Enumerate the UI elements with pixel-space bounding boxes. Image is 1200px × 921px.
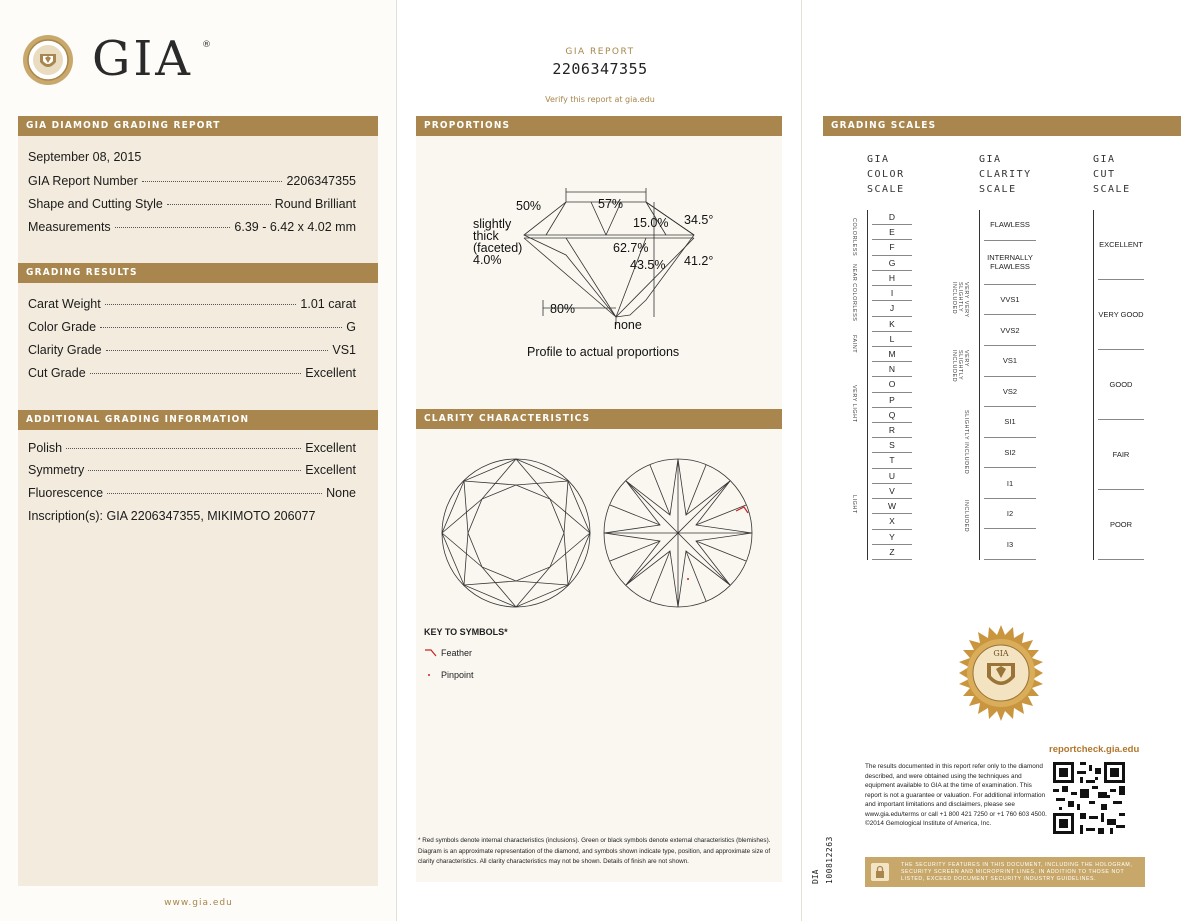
color-grade-cell: T bbox=[872, 453, 912, 468]
report-date: September 08, 2015 bbox=[28, 150, 142, 164]
prop-lower-half: 80% bbox=[550, 302, 576, 316]
color-grade-cell: I bbox=[872, 286, 912, 301]
prop-culet: none bbox=[614, 318, 642, 332]
proportions-caption: Profile to actual proportions bbox=[527, 345, 680, 359]
color-grade-cell: S bbox=[872, 438, 912, 453]
cut-grade-cell: GOOD bbox=[1098, 350, 1144, 420]
cut-grade-cell: EXCELLENT bbox=[1098, 210, 1144, 280]
crown-plot-diagram bbox=[438, 455, 594, 611]
pinpoint-icon bbox=[424, 670, 438, 680]
cut-grade-cell: POOR bbox=[1098, 490, 1144, 560]
clarity-group-si: SLIGHTLY INCLUDED bbox=[963, 410, 969, 475]
clarity-grade-cell: VS1 bbox=[984, 346, 1036, 377]
color-grade-cell: X bbox=[872, 514, 912, 529]
field-clarity: Clarity Grade VS1 bbox=[28, 343, 356, 357]
prop-total-depth: 62.7% bbox=[613, 241, 649, 255]
clarity-scale bbox=[979, 210, 1035, 560]
color-group-light: LIGHT bbox=[851, 495, 857, 514]
field-measurements: Measurements 6.39 - 6.42 x 4.02 mm bbox=[28, 220, 356, 234]
prop-pavilion-depth: 43.5% bbox=[630, 258, 666, 272]
color-grade-cell: P bbox=[872, 393, 912, 408]
pinpoint-mark-icon bbox=[687, 578, 689, 580]
color-grade-cell: H bbox=[872, 271, 912, 286]
color-grade-cell: W bbox=[872, 499, 912, 514]
additional-info-bar: ADDITIONAL GRADING INFORMATION bbox=[18, 410, 378, 430]
color-scale-head: GIA COLOR SCALE bbox=[867, 154, 905, 195]
field-symmetry: Symmetry Excellent bbox=[28, 463, 356, 477]
report-number: 2206347355 bbox=[552, 60, 648, 78]
prop-girdle-4: 4.0% bbox=[473, 253, 502, 267]
clarity-grade-cell: VVS1 bbox=[984, 285, 1036, 316]
color-grade-cell: O bbox=[872, 377, 912, 392]
clarity-grade-cell: SI2 bbox=[984, 438, 1036, 469]
prop-girdle-2: thick bbox=[473, 229, 499, 243]
field-fluorescence: Fluorescence None bbox=[28, 486, 356, 500]
feather-icon bbox=[424, 648, 438, 658]
gia-logo-text: GIA bbox=[92, 31, 193, 87]
clarity-footnote: * Red symbols denote internal characteristics (inclusions). Green or black symbols denote external characteristics (blemishes). Diagram is an approximate representation of the diamond, and symbols shown indicate type, position, and approximate size of clarity characteristics. All clarity characteristics may not be shown. Details of finish are not shown. bbox=[418, 837, 771, 865]
field-shape: Shape and Cutting Style Round Brilliant bbox=[28, 197, 356, 211]
cut-scale bbox=[1093, 210, 1143, 560]
color-group-faint: FAINT bbox=[851, 335, 857, 354]
inscription: Inscription(s): GIA 2206347355, MIKIMOTO 206077 bbox=[28, 509, 316, 523]
serial-number: 100812263 bbox=[825, 836, 834, 884]
reportcheck-link[interactable]: reportcheck.gia.edu bbox=[1049, 744, 1140, 755]
proportions-diagram bbox=[416, 140, 782, 370]
color-grade-cell: L bbox=[872, 332, 912, 347]
color-grade-cell: F bbox=[872, 240, 912, 255]
clarity-grade-cell: INTERNALLY FLAWLESS bbox=[984, 241, 1036, 285]
clarity-grade-cell: VVS2 bbox=[984, 315, 1036, 346]
color-grade-cell: R bbox=[872, 423, 912, 438]
color-grade-cell: D bbox=[872, 210, 912, 225]
prop-girdle-1: slightly bbox=[473, 217, 512, 231]
color-grade-cell: J bbox=[872, 301, 912, 316]
color-scale bbox=[867, 210, 911, 560]
cut-grade-cell: FAIR bbox=[1098, 420, 1144, 490]
clarity-group-vs: VERY SLIGHTLY INCLUDED bbox=[951, 350, 969, 383]
prop-star: 50% bbox=[516, 199, 542, 213]
website-link[interactable]: www.gia.edu bbox=[164, 898, 233, 908]
color-grade-cell: N bbox=[872, 362, 912, 377]
security-strip bbox=[865, 857, 1145, 887]
proportions-bar: PROPORTIONS bbox=[416, 116, 782, 136]
gia-gold-seal-icon bbox=[953, 625, 1049, 721]
grading-scales-bar: GRADING SCALES bbox=[823, 116, 1181, 136]
clarity-grade-cell: VS2 bbox=[984, 377, 1036, 408]
clarity-grade-cell: I1 bbox=[984, 468, 1036, 499]
clarity-scale-head: GIA CLARITY SCALE bbox=[979, 154, 1032, 195]
clarity-grade-cell: SI1 bbox=[984, 407, 1036, 438]
clarity-grade-cell: I3 bbox=[984, 529, 1036, 560]
color-grade-cell: K bbox=[872, 317, 912, 332]
cut-grade-cell: VERY GOOD bbox=[1098, 280, 1144, 350]
color-group-colorless: COLORLESS bbox=[851, 218, 857, 257]
clarity-group-i: INCLUDED bbox=[963, 500, 969, 533]
cut-scale-head: GIA CUT SCALE bbox=[1093, 154, 1131, 195]
color-grade-cell: Q bbox=[872, 408, 912, 423]
grading-results-bar: GRADING RESULTS bbox=[18, 263, 378, 283]
qr-code[interactable] bbox=[1053, 762, 1125, 834]
svg-text:GIA: GIA bbox=[993, 649, 1009, 658]
center-panel bbox=[398, 0, 802, 921]
right-panel bbox=[803, 0, 1200, 921]
key-feather: Feather bbox=[424, 648, 472, 658]
key-pinpoint: Pinpoint bbox=[424, 670, 474, 680]
lock-icon bbox=[871, 863, 889, 881]
color-grade-cell: E bbox=[872, 225, 912, 240]
prop-girdle-3: (faceted) bbox=[473, 241, 523, 255]
field-carat: Carat Weight 1.01 carat bbox=[28, 297, 356, 311]
prop-table: 57% bbox=[598, 197, 624, 211]
color-group-very-light: VERY LIGHT bbox=[851, 385, 857, 423]
serial-prefix: DIA bbox=[811, 869, 820, 884]
color-grade-cell: M bbox=[872, 347, 912, 362]
prop-pavilion-angle: 41.2° bbox=[684, 254, 714, 268]
color-grade-cell: V bbox=[872, 484, 912, 499]
security-text: THE SECURITY FEATURES IN THIS DOCUMENT, INCLUDING THE HOLOGRAM, SECURITY SCREEN AND MICROPRINT LINES, IN ADDITION TO THOSE NOT LISTED, EXCEED DOCUMENT SECURITY INDUSTRY GUIDELINES. bbox=[901, 861, 1133, 882]
gia-seal-icon bbox=[22, 34, 74, 86]
clarity-bar: CLARITY CHARACTERISTICS bbox=[416, 409, 782, 429]
disclaimer-text: The results documented in this report refer only to the diamond described, and were obtained using the techniques and equipment available to GIA at the time of examination. This report is not a guarantee or valuation. For additional information and important limitations and disclaimers, please see www.gia.edu/terms or call +1 800 421 7250 or +1 760 603 4500. ©2014 Gemological Institute of America, Inc. bbox=[865, 763, 1047, 827]
field-polish: Polish Excellent bbox=[28, 441, 356, 455]
clarity-group-vvs: VERY VERY SLIGHTLY INCLUDED bbox=[951, 282, 969, 318]
field-report-number: GIA Report Number 2206347355 bbox=[28, 174, 356, 188]
left-panel bbox=[0, 0, 397, 921]
color-group-near-colorless: NEAR COLORLESS bbox=[851, 264, 857, 322]
report-title-bar: GIA DIAMOND GRADING REPORT bbox=[18, 116, 378, 136]
field-color: Color Grade G bbox=[28, 320, 356, 334]
registered-mark: ® bbox=[202, 40, 211, 50]
key-title: KEY TO SYMBOLS* bbox=[424, 627, 508, 637]
clarity-grade-cell: FLAWLESS bbox=[984, 210, 1036, 241]
pavilion-plot-diagram bbox=[600, 455, 756, 611]
clarity-grade-cell: I2 bbox=[984, 499, 1036, 530]
report-label: GIA REPORT bbox=[565, 47, 635, 57]
color-grade-cell: U bbox=[872, 469, 912, 484]
color-grade-cell: Z bbox=[872, 545, 912, 560]
color-grade-cell: Y bbox=[872, 530, 912, 545]
prop-crown-angle: 34.5° bbox=[684, 213, 714, 227]
prop-crown-height: 15.0% bbox=[633, 216, 669, 230]
verify-link[interactable]: Verify this report at gia.edu bbox=[545, 95, 655, 104]
color-grade-cell: G bbox=[872, 256, 912, 271]
field-cut: Cut Grade Excellent bbox=[28, 366, 356, 380]
